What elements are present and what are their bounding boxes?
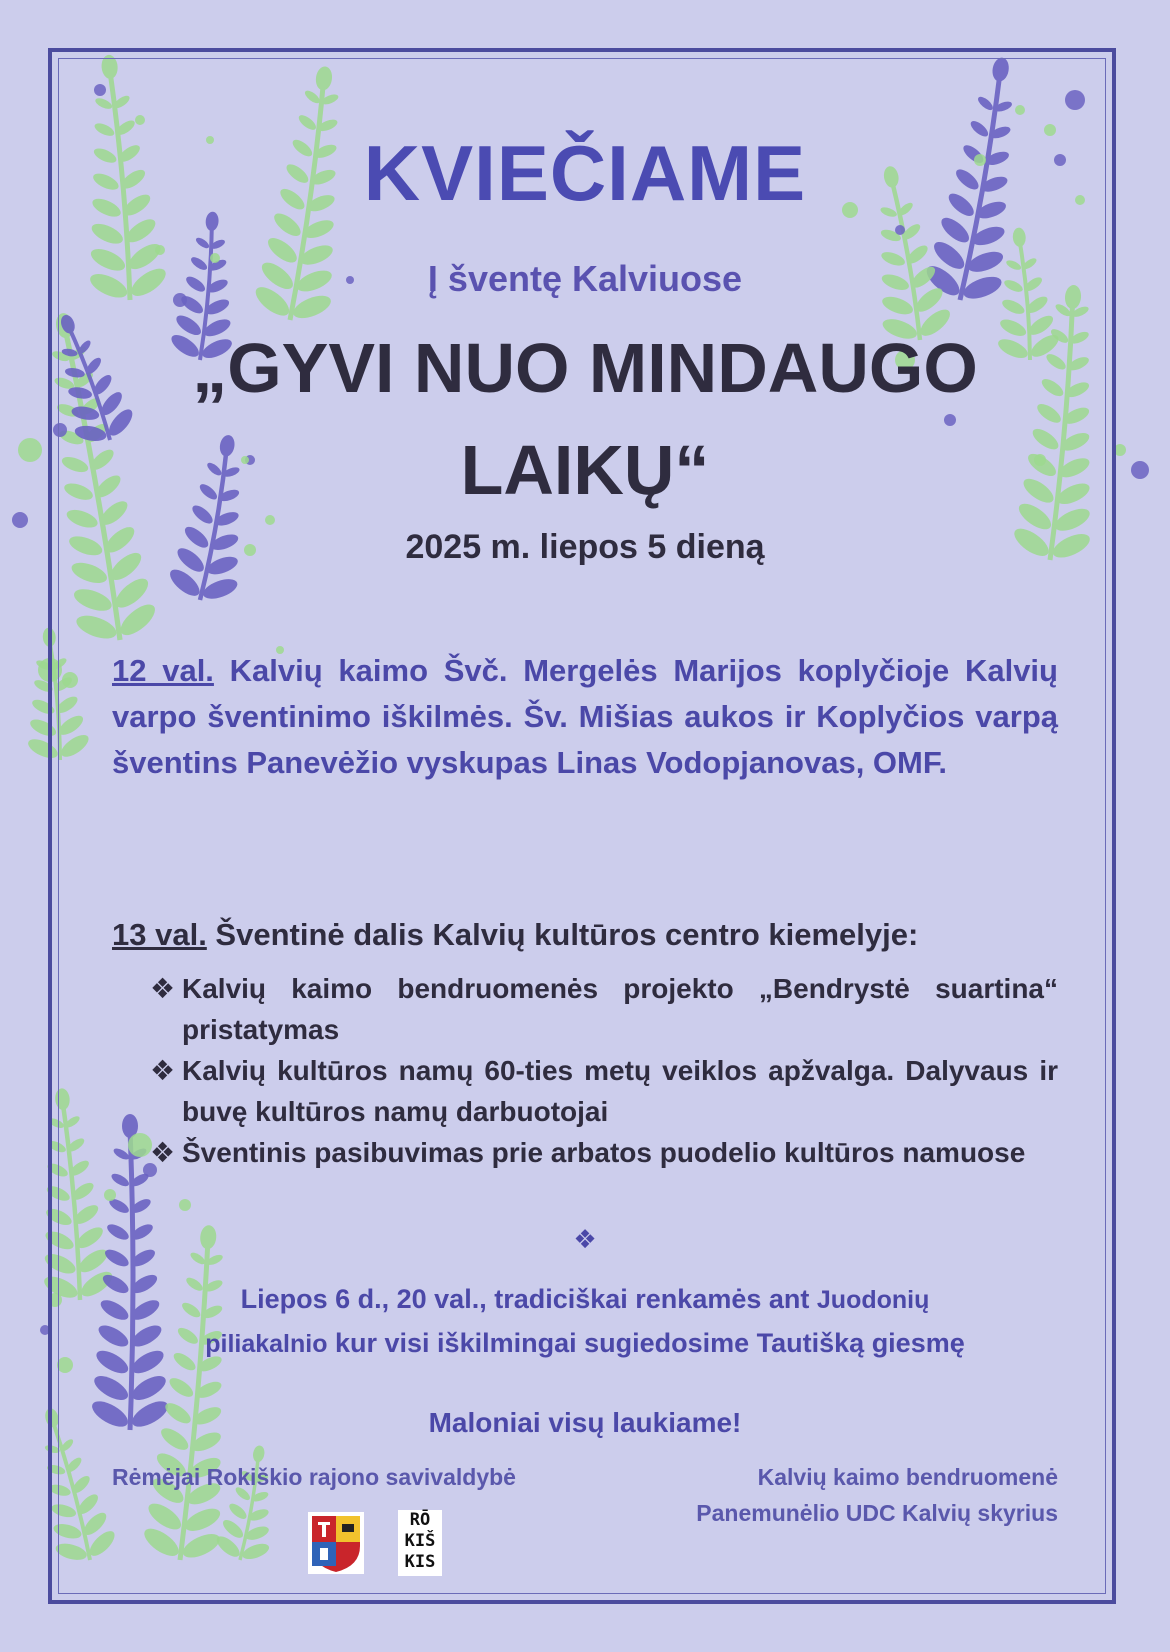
event1-time: 12 val. xyxy=(112,653,214,688)
rokiskis-logo: RŌ KIŠ KIS xyxy=(398,1510,442,1576)
bullet-icon: ❖ xyxy=(150,973,176,1004)
subtitle: Į šventę Kalviuose xyxy=(427,258,743,299)
separator-icon: ❖ xyxy=(573,1224,597,1254)
heading: KVIEČIAME xyxy=(363,129,807,217)
event-title-line2: LAIKŲ“ xyxy=(460,431,710,509)
notice-line1: Liepos 6 d., 20 val., tradiciškai renkamės ant Juodonių xyxy=(240,1284,930,1314)
welcome-text: Maloniai visų laukiame! xyxy=(428,1407,742,1438)
bullet-icon: ❖ xyxy=(150,1137,176,1168)
sponsor-text: Rėmėjai Rokiškio rajono savivaldybė xyxy=(112,1464,516,1490)
program-list xyxy=(150,968,1058,1173)
event-title-line1: „GYVI NUO MINDAUGO xyxy=(192,329,978,407)
notice-line2: piliakalnio kur visi iškilmingai sugiedosime Tautišką giesmę xyxy=(205,1328,965,1358)
organizer-line2: Panemunėlio UDC Kalvių skyrius xyxy=(696,1500,1058,1526)
event-date: 2025 m. liepos 5 dieną xyxy=(405,528,765,566)
list-item: ❖ Kalvių kaimo bendruomenės projekto „Bendrystė suartina“ pristatymas xyxy=(150,968,1058,1050)
list-item: ❖ Kalvių kultūros namų 60-ties metų veiklos apžvalga. Dalyvaus ir buvę kultūros namų darbuotojai xyxy=(150,1050,1058,1132)
event2-paragraph xyxy=(112,912,1072,958)
event2-text: Šventinė dalis Kalvių kultūros centro kiemelyje: xyxy=(206,917,919,952)
event1-text: Kalvių kaimo Švč. Mergelės Marijos koplyčioje Kalvių varpo šventinimo iškilmės. Šv. Mišias aukos ir Koplyčios varpą šventins Panevėžio vyskupas Linas Vodopjanovas, OMF. xyxy=(112,653,1058,780)
coat-of-arms-icon xyxy=(308,1512,364,1574)
bullet-icon: ❖ xyxy=(150,1055,176,1086)
event2-time: 13 val. xyxy=(112,917,207,952)
organizer-line1: Kalvių kaimo bendruomenė xyxy=(757,1464,1058,1490)
list-item: ❖ Šventinis pasibuvimas prie arbatos puodelio kultūros namuose xyxy=(150,1132,1058,1173)
event1-paragraph xyxy=(112,648,1058,786)
